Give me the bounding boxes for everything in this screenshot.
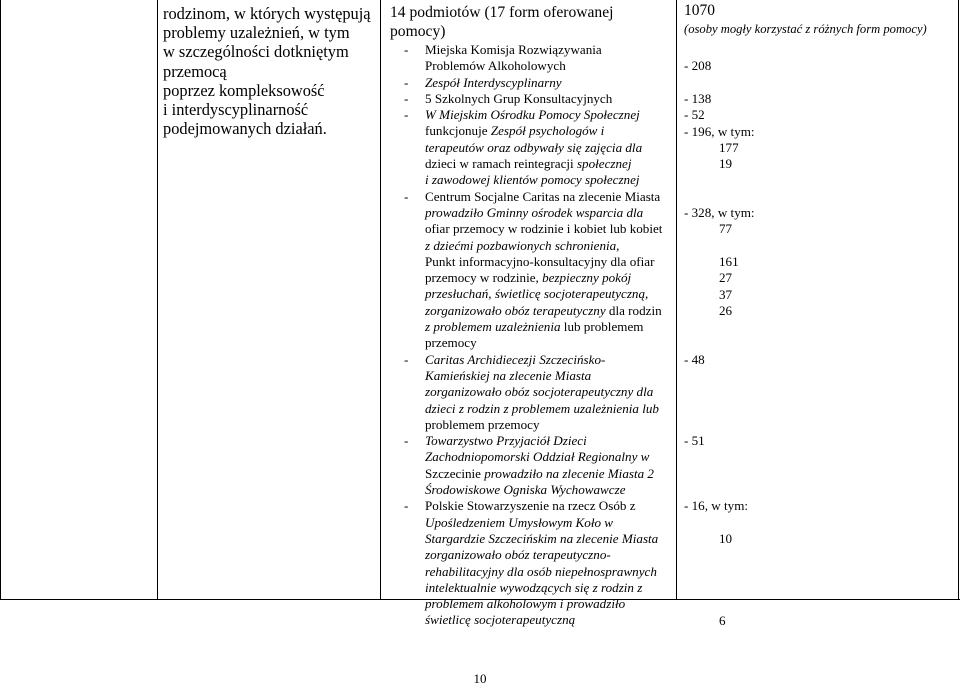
entity-list-item: - Towarzystwo Przyjaciół Dzieci <box>404 433 587 449</box>
beneficiary-count: 77 <box>719 221 733 237</box>
entities-heading-line2: pomocy) <box>390 23 446 40</box>
entity-list-item-continuation: zorganizowało obóz terapeutyczny dla rodzin <box>425 302 662 318</box>
table-border-left <box>0 0 1 600</box>
entity-list-item-continuation: przemocy <box>425 335 477 351</box>
entity-list-item-continuation: Środowiskowe Ogniska Wychowawcze <box>425 482 626 498</box>
beneficiary-count: - 208 <box>684 58 712 74</box>
entity-list-item: - 5 Szkolnych Grup Konsultacyjnych <box>404 90 613 106</box>
entity-list-item: - Caritas Archidiecezji Szczecińsko- <box>404 351 606 367</box>
goal-text-line: i interdyscyplinarność <box>163 100 309 120</box>
entity-list-item: - Zespół Interdyscyplinarny <box>404 74 562 90</box>
list-dash: - <box>404 74 409 90</box>
goal-text-line: rodzinom, w których występują <box>163 4 371 23</box>
entities-heading <box>390 3 613 41</box>
entity-list-item: - Centrum Socjalne Caritas na zlecenie Miasta <box>404 188 661 204</box>
beneficiary-count: 161 <box>719 253 739 269</box>
list-dash: - <box>404 107 409 123</box>
table-divider-2 <box>380 0 381 600</box>
entity-list-item-continuation: problemem alkoholowym i prowadziło <box>425 596 626 612</box>
entity-list-item-continuation: Stargardzie Szczecińskim na zlecenie Miasta <box>425 530 659 546</box>
entity-list-item: - Miejska Komisja Rozwiązywania <box>404 42 602 57</box>
page-number: 10 <box>473 671 487 686</box>
entity-list-item-continuation: z problemem uzależnienia lub problemem <box>425 319 644 335</box>
entity-list-item-continuation: przemocy w rodzinie, bezpieczny pokój <box>425 270 632 286</box>
goal-text-line: przemocą <box>163 61 227 81</box>
entity-list-item-continuation: funkcjonuje Zespół psychologów i <box>425 123 605 139</box>
goal-text-line: podejmowanych działań. <box>163 119 327 139</box>
entity-list-item-continuation: zorganizowało obóz socjoterapeutyczny dla <box>425 384 654 400</box>
table-divider-1 <box>157 0 158 600</box>
entity-list-item-continuation: z dziećmi pozbawionych schronienia, <box>425 237 620 253</box>
entity-list-item-continuation: problemem przemocy <box>425 416 540 432</box>
list-dash: - <box>404 90 409 106</box>
beneficiary-count: 10 <box>719 531 733 546</box>
entity-list-item-continuation: przesłuchań, świetlicę socjoterapeutyczną, <box>425 286 649 302</box>
entity-list-item-continuation: rehabilitacyjny dla osób niepełnosprawnych <box>425 563 657 579</box>
entity-list-item-continuation: Problemów Alkoholowych <box>425 58 566 74</box>
entity-list-item: - Polskie Stowarzyszenie na rzecz Osób z <box>404 498 636 514</box>
beneficiary-count: 19 <box>719 156 733 172</box>
entity-list-item-continuation: Zachodniopomorski Oddział Regionalny w <box>425 449 650 465</box>
list-dash: - <box>404 498 409 514</box>
beneficiary-count: - 48 <box>684 351 705 367</box>
entity-list-item-continuation: terapeutów oraz odbywały się zajęcia dla <box>425 139 643 155</box>
list-dash: - <box>404 351 409 367</box>
beneficiary-count: - 51 <box>684 433 705 449</box>
entity-list-item-continuation: Szczecinie prowadziło na zlecenie Miasta 2 <box>425 465 654 481</box>
entity-list-item-continuation: prowadziło Gminny ośrodek wsparcia dla <box>425 204 644 220</box>
list-dash: - <box>404 433 409 449</box>
beneficiary-count: 26 <box>719 302 733 318</box>
entity-list-item: - W Miejskim Ośrodku Pomocy Społecznej <box>404 107 640 123</box>
beneficiary-count: - 328, w tym: <box>684 205 755 220</box>
total-count: 1070 <box>684 2 715 19</box>
entity-list-item-continuation: dzieci z rodzin z problemem uzależnienia lub <box>425 400 659 416</box>
entity-list-item-continuation: zorganizowało obóz terapeutyczno- <box>425 547 611 563</box>
beneficiary-count: - 16, w tym: <box>684 498 749 514</box>
beneficiary-count: 37 <box>719 286 733 302</box>
entity-list-item-continuation: dzieci w ramach reintegracji społecznej <box>425 156 632 172</box>
list-dash: - <box>404 42 409 57</box>
entities-list <box>404 42 678 629</box>
total-note: (osoby mogły korzystać z różnych form pomocy) <box>684 22 927 36</box>
goal-text-line: poprzez kompleksowość <box>163 80 325 100</box>
entity-list-item-continuation: ofiar przemocy w rodzinie i kobiet lub kobiet <box>425 221 663 237</box>
entity-list-item-continuation: Punkt informacyjno-konsultacyjny dla ofiar <box>425 253 655 269</box>
entity-list-item-continuation: Upośledzeniem Umysłowym Koło w <box>425 514 614 530</box>
beneficiary-count: 27 <box>719 270 733 286</box>
table-border-right <box>958 0 959 600</box>
entity-list-item-continuation: i zawodowej klientów pomocy społecznej <box>425 172 640 188</box>
goal-text-line: problemy uzależnień, w tym <box>163 23 350 43</box>
goal-text-line: w szczególności dotkniętym <box>163 42 349 62</box>
beneficiary-count: 6 <box>719 612 726 628</box>
beneficiary-count: - 138 <box>684 90 712 106</box>
entity-list-item-continuation: intelektualnie wywodzących się z rodzin z <box>425 579 643 595</box>
goal-description-cell <box>163 4 369 138</box>
beneficiary-count: - 196, w tym: <box>684 123 755 139</box>
beneficiary-count: - 52 <box>684 107 705 123</box>
list-dash: - <box>404 188 409 204</box>
entities-heading-rest: (17 form oferowanej <box>480 4 614 21</box>
entity-list-item-continuation: świetlicę socjoterapeutyczną <box>425 612 576 628</box>
entity-list-item-continuation: Kamieńskiej na zlecenie Miasta <box>425 367 592 383</box>
beneficiary-count: 177 <box>719 139 739 155</box>
entities-count: 14 podmiotów <box>390 4 481 21</box>
